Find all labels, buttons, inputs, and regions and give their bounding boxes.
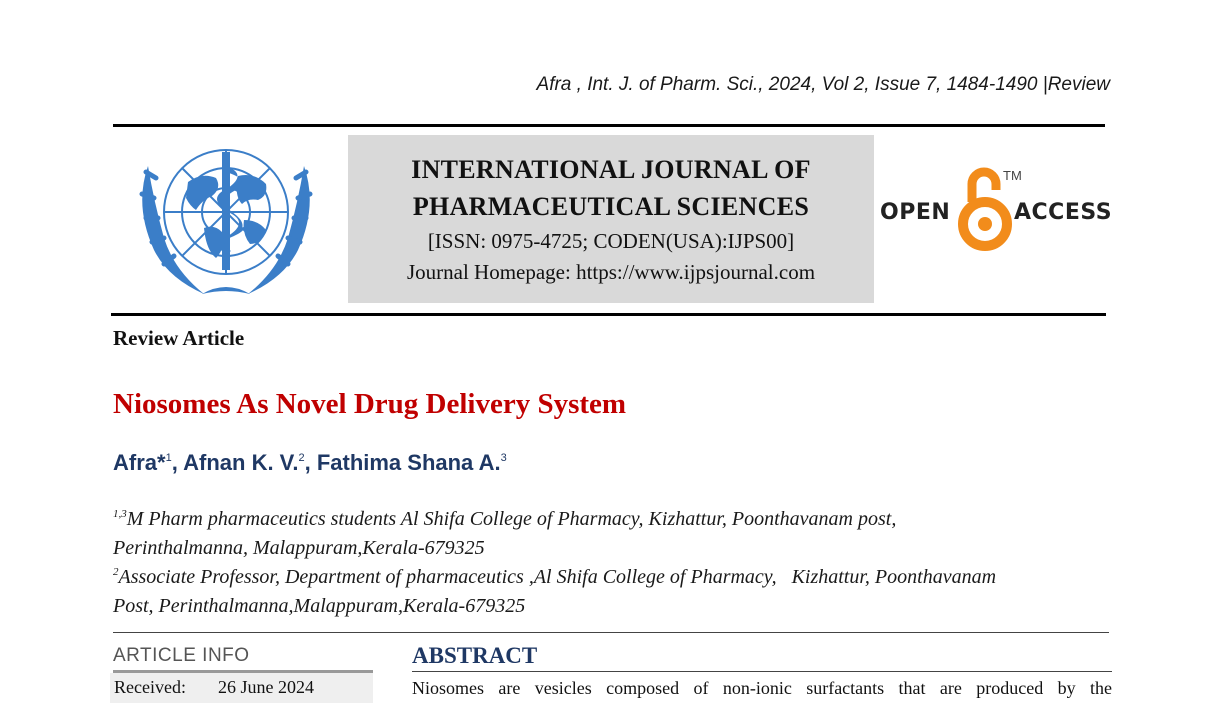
trademark-label: TM	[1003, 168, 1022, 183]
article-type: Review Article	[113, 326, 245, 350]
open-access-label-open: OPEN	[880, 200, 951, 225]
received-date: 26 June 2024	[218, 677, 314, 697]
journal-homepage: Journal Homepage: https://www.ijpsjournal.com	[406, 260, 816, 284]
affiliation-line: Associate Professor, Department of pharmaceutics ,Al Shifa College of Pharmacy, Kizhattur, Poonthavanam	[118, 566, 997, 588]
abstract-heading: ABSTRACT	[412, 643, 538, 668]
author-name: Afnan K. V.	[183, 450, 299, 475]
author-name: Fathima Shana A.	[316, 450, 501, 475]
header-top-rule	[113, 124, 1105, 127]
abstract-rule	[412, 671, 1112, 672]
article-title: Niosomes As Novel Drug Delivery System	[113, 388, 627, 420]
journal-name-line2: PHARMACEUTICAL SCIENCES	[412, 192, 810, 221]
received-label: Received:	[114, 677, 186, 697]
author-superscript: 1	[165, 452, 172, 464]
affiliation-line: Perinthalmanna, Malappuram,Kerala-679325	[113, 537, 485, 559]
affiliation-2	[113, 558, 1113, 621]
citation-line: Afra , Int. J. of Pharm. Sci., 2024, Vol 2, Issue 7, 1484-1490 |Review	[536, 74, 1110, 95]
section-divider	[113, 632, 1109, 633]
affiliation-line: Post, Perinthalmanna,Malappuram,Kerala-679325	[113, 595, 526, 617]
journal-header-box	[348, 135, 874, 303]
affiliation-superscript: 1,3	[113, 508, 127, 520]
issn-line: [ISSN: 0975-4725; CODEN(USA):IJPS00]	[427, 229, 795, 253]
author-separator: ,	[171, 450, 184, 475]
un-who-emblem-icon	[126, 136, 326, 306]
open-access-label-access: ACCESS	[1014, 200, 1113, 225]
author-superscript: 2	[298, 452, 305, 464]
header-bottom-rule	[111, 313, 1106, 316]
article-info-heading: ARTICLE INFO	[113, 645, 250, 666]
affiliation-line: M Pharm pharmaceutics students Al Shifa College of Pharmacy, Kizhattur, Poonthavanam post,	[126, 508, 897, 530]
author-separator: ,	[304, 450, 317, 475]
affiliation-superscript: 2	[113, 566, 119, 578]
author-name: Afra*	[113, 450, 166, 475]
author-superscript: 3	[500, 452, 507, 464]
author-list	[113, 450, 507, 476]
journal-name-line1: INTERNATIONAL JOURNAL OF	[411, 155, 811, 184]
affiliation-1	[113, 500, 1113, 563]
open-access-logo	[880, 166, 1113, 256]
received-row	[110, 673, 373, 703]
abstract-text: Niosomes are vesicles composed of non-ionic surfactants that are produced by the	[412, 678, 1112, 698]
